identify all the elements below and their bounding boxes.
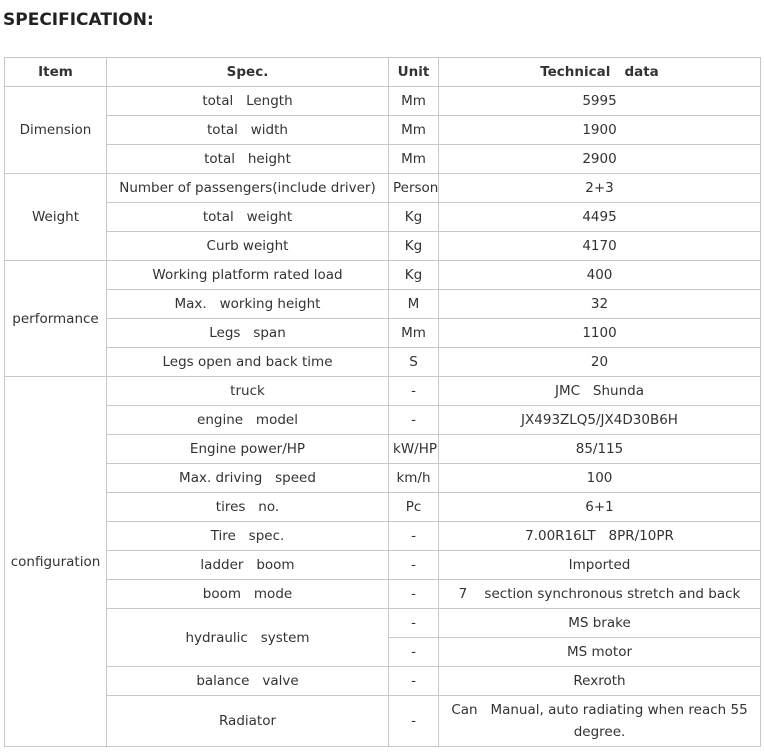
table-row (5, 174, 761, 203)
spec-cell: Max. driving speed (107, 464, 389, 493)
table-row (5, 406, 761, 435)
data-cell: 6+1 (439, 493, 761, 522)
data-cell: 2+3 (439, 174, 761, 203)
spec-cell: Tire spec. (107, 522, 389, 551)
data-cell: Imported (439, 551, 761, 580)
data-cell: 2900 (439, 145, 761, 174)
spec-cell: Working platform rated load (107, 261, 389, 290)
unit-cell: Mm (389, 116, 439, 145)
table-row (5, 580, 761, 609)
data-cell: Can Manual, auto radiating when reach 55 degree. (439, 696, 761, 747)
table-row (5, 464, 761, 493)
unit-cell: Mm (389, 87, 439, 116)
unit-cell: - (389, 551, 439, 580)
spec-cell: Number of passengers(include driver) (107, 174, 389, 203)
data-cell: 85/115 (439, 435, 761, 464)
unit-cell: km/h (389, 464, 439, 493)
data-cell: JMC Shunda (439, 377, 761, 406)
group-label-performance: performance (5, 261, 107, 377)
table-header-row (5, 58, 761, 87)
data-cell: 5995 (439, 87, 761, 116)
table-row (5, 667, 761, 696)
table-row (5, 522, 761, 551)
unit-cell: Kg (389, 203, 439, 232)
unit-cell: - (389, 522, 439, 551)
unit-cell: M (389, 290, 439, 319)
spec-cell: Curb weight (107, 232, 389, 261)
unit-cell: - (389, 638, 439, 667)
unit-cell: Kg (389, 232, 439, 261)
data-cell: 20 (439, 348, 761, 377)
table-row (5, 435, 761, 464)
table-row (5, 696, 761, 747)
spec-cell: total Length (107, 87, 389, 116)
table-row (5, 116, 761, 145)
unit-cell: Kg (389, 261, 439, 290)
data-cell: MS motor (439, 638, 761, 667)
unit-cell: - (389, 696, 439, 747)
unit-cell: Mm (389, 145, 439, 174)
spec-cell: total weight (107, 203, 389, 232)
data-cell: 32 (439, 290, 761, 319)
table-row (5, 319, 761, 348)
data-cell: 7 section synchronous stretch and back (439, 580, 761, 609)
spec-table (4, 57, 761, 747)
spec-cell: boom mode (107, 580, 389, 609)
table-row (5, 232, 761, 261)
data-cell: Rexroth (439, 667, 761, 696)
spec-cell: truck (107, 377, 389, 406)
column-header-spec: Spec. (107, 58, 389, 87)
spec-cell: Legs open and back time (107, 348, 389, 377)
data-cell: MS brake (439, 609, 761, 638)
spec-cell: Max. working height (107, 290, 389, 319)
table-row (5, 377, 761, 406)
spec-cell: hydraulic system (107, 609, 389, 667)
group-label-configuration: configuration (5, 377, 107, 747)
group-label-weight: Weight (5, 174, 107, 261)
spec-cell: engine model (107, 406, 389, 435)
unit-cell: Person (389, 174, 439, 203)
spec-cell: Engine power/HP (107, 435, 389, 464)
table-row (5, 145, 761, 174)
spec-cell: total width (107, 116, 389, 145)
unit-cell: Pc (389, 493, 439, 522)
data-cell: 100 (439, 464, 761, 493)
table-row (5, 203, 761, 232)
table-row (5, 87, 761, 116)
spec-cell: ladder boom (107, 551, 389, 580)
unit-cell: - (389, 667, 439, 696)
unit-cell: S (389, 348, 439, 377)
table-row (5, 348, 761, 377)
spec-cell: tires no. (107, 493, 389, 522)
table-row (5, 609, 761, 638)
page-title: SPECIFICATION: (3, 10, 154, 30)
unit-cell: - (389, 580, 439, 609)
data-cell: JX493ZLQ5/JX4D30B6H (439, 406, 761, 435)
data-cell: 400 (439, 261, 761, 290)
data-cell: 1900 (439, 116, 761, 145)
spec-cell: Radiator (107, 696, 389, 747)
table-row (5, 551, 761, 580)
unit-cell: - (389, 609, 439, 638)
column-header-unit: Unit (389, 58, 439, 87)
unit-cell: - (389, 406, 439, 435)
data-cell: 1100 (439, 319, 761, 348)
spec-cell: Legs span (107, 319, 389, 348)
table-row (5, 493, 761, 522)
unit-cell: - (389, 377, 439, 406)
table-row (5, 290, 761, 319)
column-header-technical-data: Technical data (439, 58, 761, 87)
group-label-dimension: Dimension (5, 87, 107, 174)
unit-cell: kW/HP (389, 435, 439, 464)
column-header-item: Item (5, 58, 107, 87)
data-cell: 4170 (439, 232, 761, 261)
spec-cell: total height (107, 145, 389, 174)
unit-cell: Mm (389, 319, 439, 348)
data-cell: 4495 (439, 203, 761, 232)
spec-cell: balance valve (107, 667, 389, 696)
table-row (5, 261, 761, 290)
data-cell: 7.00R16LT 8PR/10PR (439, 522, 761, 551)
